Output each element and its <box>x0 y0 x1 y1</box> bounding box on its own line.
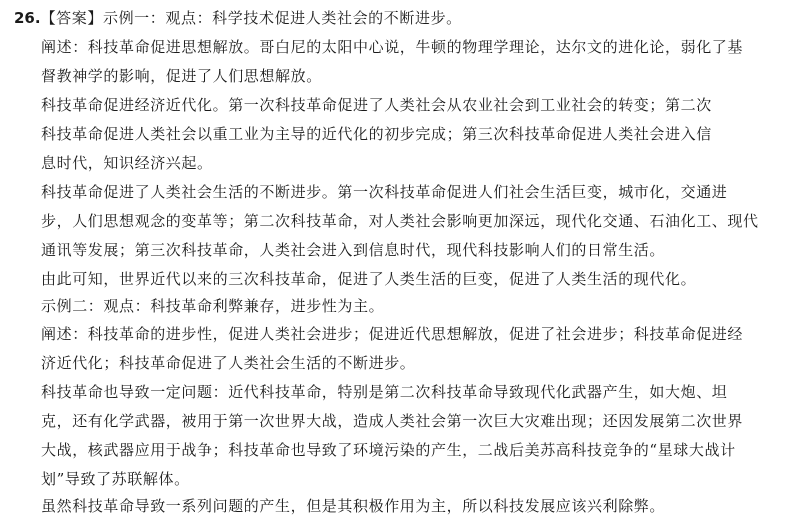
answer-line-3: 科技革命促进经济近代化。第一次科技革命促进了人类社会从农业社会到工业社会的转变；第二次 <box>41 96 712 114</box>
answer-line-13: 科技革命也导致一定问题：近代科技革命，特别是第二次科技革命导致现代化武器产生，如大炮、坦 <box>41 383 728 401</box>
answer-line-9: 由此可知，世界近代以来的三次科技革命，促进了人类生活的巨变，促进了人类生活的现代化。 <box>41 270 697 288</box>
answer-line-1: 阐述：科技革命促进思想解放。哥白尼的太阳中心说，牛顿的物理学理论，达尔文的进化论，弱化了基 <box>41 38 744 56</box>
answer-heading-line <box>14 8 462 28</box>
answer-line-4: 科技革命促进人类社会以重工业为主导的近代化的初步完成；第三次科技革命促进人类社会进入信 <box>41 125 712 143</box>
answer-line-8: 通讯等发展；第三次科技革命，人类社会进入到信息时代，现代科技影响人们的日常生活。 <box>41 241 666 259</box>
answer-line-16: 划”导致了苏联解体。 <box>41 470 190 488</box>
answer-line-10: 示例二：观点：科技革命利弊兼存，进步性为主。 <box>41 297 385 315</box>
answer-line-5: 息时代，知识经济兴起。 <box>41 154 213 172</box>
answer-line-12: 济近代化；科技革命促进了人类社会生活的不断进步。 <box>41 354 416 372</box>
answer-line-17: 虽然科技革命导致一系列问题的产生，但是其积极作用为主，所以科技发展应该兴利除弊。 <box>41 497 666 515</box>
answer-line-7: 步，人们思想观念的变革等；第二次科技革命，对人类社会影响更加深远，现代化交通、石油化工、现代 <box>41 212 759 230</box>
answer-line-15: 大战，核武器应用于战争；科技革命也导致了环境污染的产生，二战后美苏高科技竞争的“星球大战计 <box>41 441 736 459</box>
question-number: 26. <box>14 9 41 27</box>
answer-tag: 【答案】 <box>40 9 103 27</box>
answer-line-6: 科技革命促进了人类社会生活的不断进步。第一次科技革命促进人们社会生活巨变，城市化，交通进 <box>41 183 728 201</box>
answer-line-2: 督教神学的影响，促进了人们思想解放。 <box>41 67 322 85</box>
answer-line-14: 克，还有化学武器，被用于第一次世界大战，造成人类社会第一次巨大灾难出现；还因发展第二次世界 <box>41 412 744 430</box>
answer-line-0: 示例一：观点：科学技术促进人类社会的不断进步。 <box>102 9 462 27</box>
answer-line-11: 阐述：科技革命的进步性，促进人类社会进步；促进近代思想解放，促进了社会进步；科技革命促进经 <box>41 325 744 343</box>
